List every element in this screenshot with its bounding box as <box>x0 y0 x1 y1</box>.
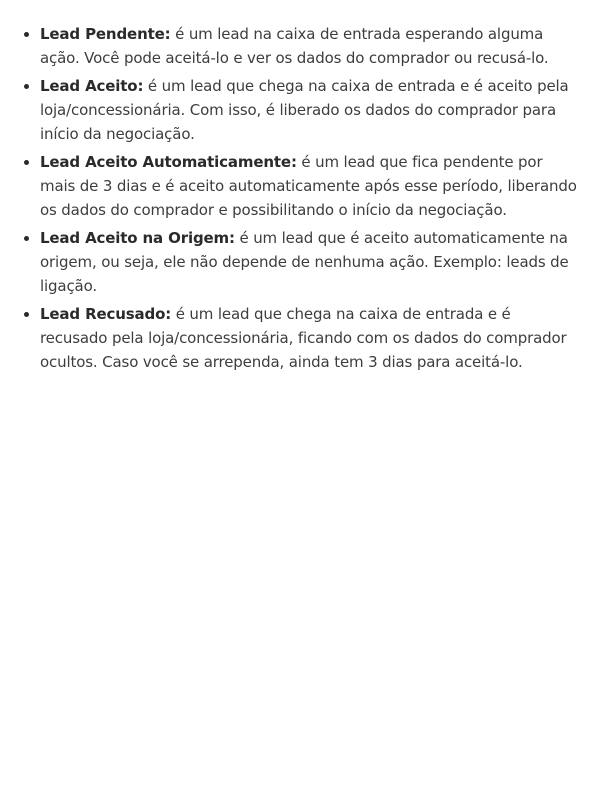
description-lead-pendente: é um lead na caixa de entrada esperando alguma ação. Você pode aceitá-lo e ver os dados do comprador ou recusá-lo. <box>40 25 549 67</box>
description-lead-aceito-automaticamente: é um lead que fica pendente por mais de 3 dias e é aceito automaticamente após esse período, liberando os dados do comprador e possibilitando o início da negociação. <box>40 153 577 219</box>
list-item-lead-aceito-automaticamente <box>40 150 600 222</box>
description-lead-aceito: é um lead que chega na caixa de entrada e é aceito pela loja/concessionária. Com isso, é liberado os dados do comprador para início da negociação. <box>40 77 569 143</box>
lead-status-list <box>0 22 600 374</box>
list-item-lead-aceito <box>40 74 600 146</box>
description-lead-recusado: é um lead que chega na caixa de entrada e é recusado pela loja/concessionária, ficando com os dados do comprador ocultos. Caso você se arrependa, ainda tem 3 dias para aceitá-lo. <box>40 305 567 371</box>
list-item-lead-pendente <box>40 22 600 70</box>
document-content <box>0 22 600 378</box>
list-item-lead-aceito-na-origem <box>40 226 600 298</box>
term-lead-pendente: Lead Pendente: <box>40 25 171 43</box>
term-lead-recusado: Lead Recusado: <box>40 305 172 323</box>
term-lead-aceito-automaticamente: Lead Aceito Automaticamente: <box>40 153 297 171</box>
description-lead-aceito-na-origem: é um lead que é aceito automaticamente na origem, ou seja, ele não depende de nenhuma ação. Exemplo: leads de ligação. <box>40 229 569 295</box>
list-item-lead-recusado <box>40 302 600 374</box>
term-lead-aceito-na-origem: Lead Aceito na Origem: <box>40 229 235 247</box>
term-lead-aceito: Lead Aceito: <box>40 77 144 95</box>
